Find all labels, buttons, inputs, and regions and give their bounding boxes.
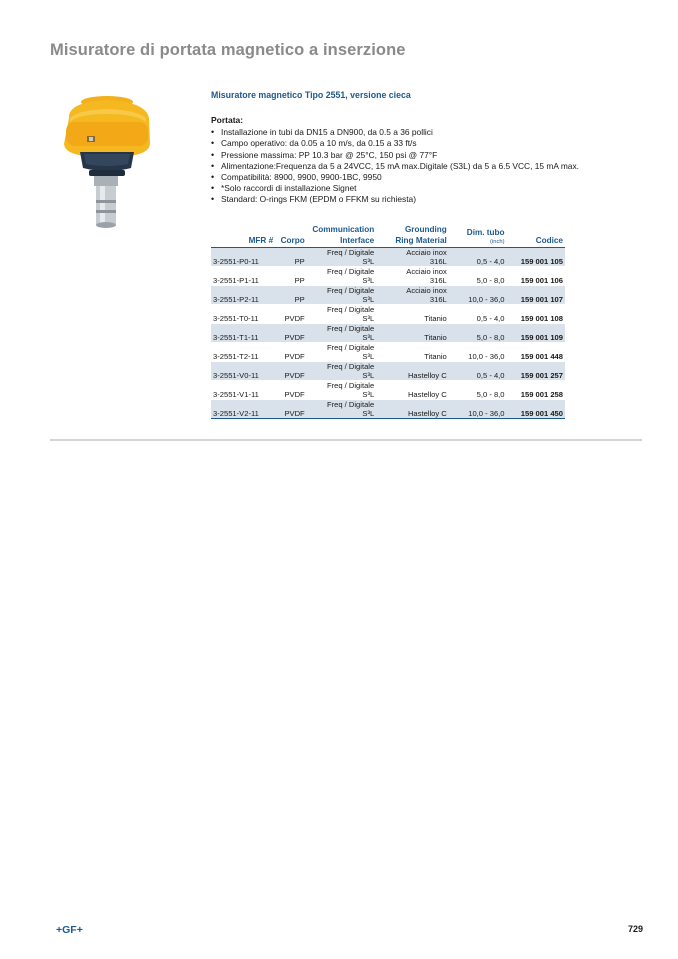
spec-item: • Alimentazione:Frequenza da 5 a 24VCC, 15 mA max.Digitale (S3L) da 5 a 6.5 VCC, 15 mA max. [211, 161, 651, 172]
cell-ring [376, 248, 449, 267]
cell-dim: 5,0 - 8,0 [449, 324, 507, 343]
cell-dim: 5,0 - 8,0 [449, 267, 507, 286]
cell-corpo: PP [275, 286, 307, 305]
spec-item: • Pressione massima: PP 10.3 bar @ 25°C, 150 psi @ 77°F [211, 150, 651, 161]
header-ring [376, 222, 449, 248]
cell-ring-line2: Titanio [424, 352, 447, 361]
header-codice: Codice [507, 222, 565, 248]
cell-interface-line1: Freq / Digitale [326, 305, 375, 314]
header-mfr: MFR # [211, 222, 275, 248]
header-dim-unit: (inch) [490, 239, 505, 245]
cell-ring-line2: Hastelloy C [407, 371, 447, 380]
cell-corpo: PVDF [275, 343, 307, 362]
cell-code: 159 001 105 [507, 248, 565, 267]
table-row [211, 343, 565, 362]
cell-corpo: PP [275, 248, 307, 267]
table-row [211, 362, 565, 381]
cell-code: 159 001 448 [507, 343, 565, 362]
cell-interface [307, 343, 377, 362]
cell-dim: 0,5 - 4,0 [449, 248, 507, 267]
cell-ring-line2: Hastelloy C [407, 409, 447, 418]
cell-code: 159 001 107 [507, 286, 565, 305]
cell-dim: 10,0 - 36,0 [449, 400, 507, 419]
cell-interface-line1: Freq / Digitale [326, 400, 375, 409]
cell-dim: 5,0 - 8,0 [449, 381, 507, 400]
page-title: Misuratore di portata magnetico a inserzione [50, 41, 406, 59]
cell-code: 159 001 258 [507, 381, 565, 400]
cell-interface-line1: Freq / Digitale [326, 267, 375, 276]
cell-dim: 10,0 - 36,0 [449, 343, 507, 362]
table-header-row [211, 222, 565, 248]
cell-interface [307, 362, 377, 381]
cell-interface-line1: Freq / Digitale [326, 381, 375, 390]
header-interface [307, 222, 377, 248]
cell-mfr: 3-2551-P1-11 [211, 267, 275, 286]
specs-block [211, 115, 651, 206]
cell-interface-line2: S³L [362, 295, 375, 304]
cell-ring [376, 343, 449, 362]
cell-interface-line2: S³L [362, 333, 375, 342]
cell-code: 159 001 109 [507, 324, 565, 343]
table-row [211, 305, 565, 324]
cell-dim: 0,5 - 4,0 [449, 362, 507, 381]
cell-ring-line1: Acciaio inox [406, 267, 447, 276]
cell-ring-line2: 316L [429, 295, 447, 304]
brand-logo: +GF+ [56, 924, 83, 936]
cell-interface-line2: S³L [362, 314, 375, 323]
cell-interface-line2: S³L [362, 371, 375, 380]
cell-ring-line2: Hastelloy C [407, 390, 447, 399]
cell-interface [307, 305, 377, 324]
cell-interface-line2: S³L [362, 352, 375, 361]
table-row [211, 400, 565, 419]
cell-ring [376, 305, 449, 324]
cell-ring-line1: Acciaio inox [406, 248, 447, 257]
cell-interface [307, 400, 377, 419]
cell-mfr: 3-2551-P0-11 [211, 248, 275, 267]
cell-mfr: 3-2551-V0-11 [211, 362, 275, 381]
flow-sensor-image [56, 92, 158, 232]
cell-ring [376, 286, 449, 305]
cell-mfr: 3-2551-T1-11 [211, 324, 275, 343]
cell-interface [307, 267, 377, 286]
product-table [211, 222, 565, 419]
cell-corpo: PVDF [275, 305, 307, 324]
page-number: 729 [627, 924, 643, 934]
cell-ring-line2: 316L [429, 257, 447, 266]
spec-item: • Standard: O-rings FKM (EPDM o FFKM su richiesta) [211, 194, 651, 205]
specs-list [211, 127, 651, 205]
cell-ring-line2: Titanio [424, 314, 447, 323]
spec-item: • *Solo raccordi di installazione Signet [211, 183, 651, 194]
cell-interface-line1: Freq / Digitale [326, 248, 375, 257]
header-dim [449, 222, 507, 248]
cell-ring-line2: Titanio [424, 333, 447, 342]
section-divider [50, 439, 642, 441]
cell-ring-line2: 316L [429, 276, 447, 285]
cell-ring-line1: Acciaio inox [406, 286, 447, 295]
cell-mfr: 3-2551-V2-11 [211, 400, 275, 419]
cell-dim: 10,0 - 36,0 [449, 286, 507, 305]
cell-interface [307, 286, 377, 305]
cell-code: 159 001 106 [507, 267, 565, 286]
cell-ring [376, 267, 449, 286]
cell-corpo: PVDF [275, 400, 307, 419]
cell-mfr: 3-2551-V1-11 [211, 381, 275, 400]
cell-corpo: PVDF [275, 324, 307, 343]
cell-code: 159 001 108 [507, 305, 565, 324]
cell-ring [376, 362, 449, 381]
table-row [211, 267, 565, 286]
cell-interface-line1: Freq / Digitale [326, 343, 375, 352]
cell-corpo: PVDF [275, 362, 307, 381]
cell-interface [307, 324, 377, 343]
cell-code: 159 001 257 [507, 362, 565, 381]
spec-item: • Campo operativo: da 0.05 a 10 m/s, da 0.15 a 33 ft/s [211, 138, 651, 149]
cell-interface [307, 248, 377, 267]
cell-interface-line1: Freq / Digitale [326, 324, 375, 333]
header-ring-line2: Ring Material [395, 236, 447, 245]
product-subtitle: Misuratore magnetico Tipo 2551, versione cieca [211, 90, 411, 100]
cell-dim: 0,5 - 4,0 [449, 305, 507, 324]
cell-interface-line2: S³L [362, 390, 375, 399]
cell-interface-line2: S³L [362, 409, 375, 418]
header-dim-label: Dim. tubo [466, 228, 505, 237]
spec-item: • Installazione in tubi da DN15 a DN900, da 0.5 a 36 pollici [211, 127, 651, 138]
cell-interface-line2: S³L [362, 276, 375, 285]
cell-corpo: PVDF [275, 381, 307, 400]
cell-interface [307, 381, 377, 400]
cell-code: 159 001 450 [507, 400, 565, 419]
header-ring-line1: Grounding [404, 225, 447, 234]
cell-ring [376, 381, 449, 400]
header-interface-line1: Communication [312, 225, 375, 234]
table-row [211, 324, 565, 343]
table-row [211, 381, 565, 400]
cell-mfr: 3-2551-P2-11 [211, 286, 275, 305]
cell-mfr: 3-2551-T2-11 [211, 343, 275, 362]
cell-ring [376, 324, 449, 343]
cell-mfr: 3-2551-T0-11 [211, 305, 275, 324]
header-corpo: Corpo [275, 222, 307, 248]
cell-ring [376, 400, 449, 419]
table-row [211, 248, 565, 267]
header-interface-line2: Interface [340, 236, 375, 245]
cell-interface-line1: Freq / Digitale [326, 362, 375, 371]
spec-item: • Compatibilità: 8900, 9900, 9900-1BC, 9950 [211, 172, 651, 183]
cell-corpo: PP [275, 267, 307, 286]
cell-interface-line2: S³L [362, 257, 375, 266]
specs-heading: Portata: [211, 115, 244, 125]
cell-interface-line1: Freq / Digitale [326, 286, 375, 295]
table-row [211, 286, 565, 305]
